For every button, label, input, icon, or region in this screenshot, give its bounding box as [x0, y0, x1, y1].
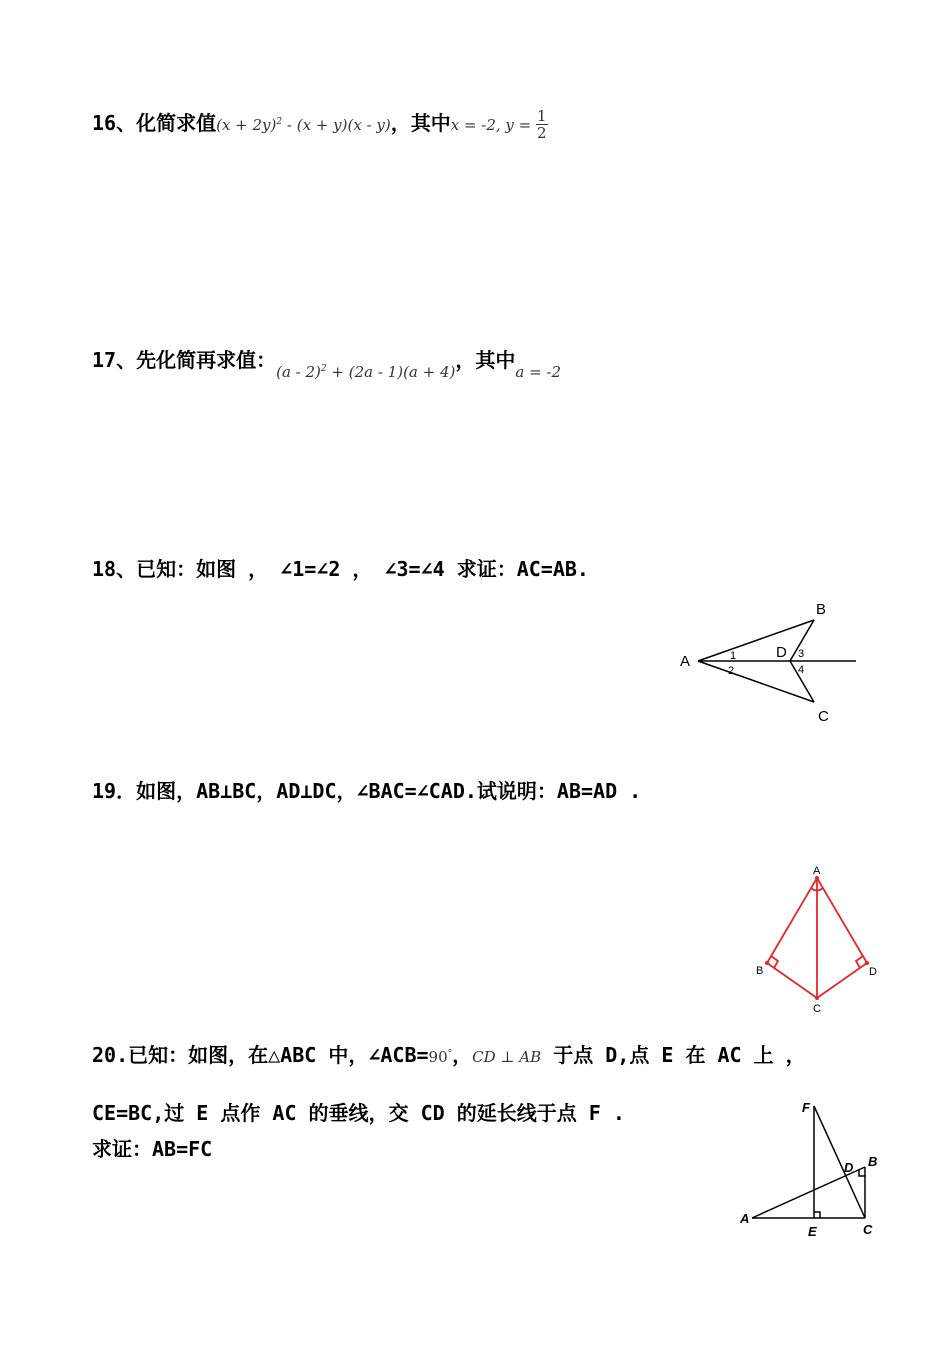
- q16-text: 化简求值: [136, 111, 217, 135]
- q20-text-1a: 已知：如图，在△ABC 中，∠ACB=: [128, 1043, 429, 1067]
- q17-suffix: ，其中: [455, 348, 516, 372]
- q20-label-b: B: [868, 1154, 878, 1169]
- question-18: [92, 556, 589, 582]
- q20-label-f: F: [802, 1100, 810, 1115]
- q18-angle-4: 4: [798, 664, 805, 676]
- question-20-line-1: [92, 1041, 806, 1070]
- q18-line-ab: [698, 620, 814, 661]
- q20-label-e: E: [808, 1224, 817, 1239]
- q20-figure: [730, 1090, 890, 1250]
- q16-number: 16、: [92, 111, 137, 135]
- q18-label-c: C: [818, 708, 829, 725]
- question-17: [92, 346, 562, 381]
- q20-label-d: D: [844, 1160, 854, 1175]
- q19-label-d: D: [869, 966, 877, 978]
- q20-label-c: C: [863, 1222, 873, 1237]
- q17-number: 17、: [92, 348, 137, 372]
- q18-angle-3: 3: [798, 648, 805, 660]
- q18-angle-2: 2: [728, 665, 735, 677]
- q16-expr: $(x + 2y)^2 - (x + y)(x - y)$: [216, 116, 391, 134]
- question-16: [92, 108, 548, 141]
- q19-label-b: B: [756, 965, 764, 977]
- q20-text-1b: ，: [452, 1043, 473, 1067]
- q18-line-ac: [698, 661, 814, 702]
- q20-line-fc: [814, 1106, 865, 1218]
- q20-perp: CD ⊥ AB: [472, 1048, 542, 1066]
- question-19: [92, 778, 641, 804]
- q16-condition: x = -2, y =: [450, 116, 537, 134]
- q19-number: 19．: [92, 779, 137, 803]
- q18-label-a: A: [680, 653, 691, 670]
- q19-label-a: A: [813, 865, 821, 877]
- q20-right-angle-c: [859, 1170, 865, 1176]
- q19-figure: [750, 860, 890, 1020]
- q17-text: 先化简再求值：: [136, 348, 277, 372]
- q18-text: 已知：如图 ， ∠1=∠2 ， ∠3=∠4 求证：AC=AB.: [136, 557, 589, 581]
- q18-label-b: B: [816, 601, 827, 618]
- q20-right-angle-e: [814, 1212, 820, 1218]
- q18-label-d: D: [776, 644, 787, 661]
- q17-expr: (a - 2)2 + (2a - 1)(a + 4): [276, 363, 456, 381]
- q18-number: 18、: [92, 557, 137, 581]
- q20-label-a: A: [740, 1211, 750, 1226]
- q19-line-ad: [817, 878, 867, 963]
- q20-number: 20.: [92, 1043, 129, 1067]
- q17-condition: a = -2: [515, 363, 562, 381]
- q18-angle-1: 1: [730, 650, 737, 662]
- question-20-line-3: 求证：AB=FC: [92, 1137, 213, 1161]
- question-20-line-2: CE=BC,过 E 点作 AC 的垂线，交 CD 的延长线于点 F .: [92, 1101, 625, 1125]
- q19-label-c: C: [813, 1003, 821, 1015]
- q18-figure: [670, 595, 870, 730]
- q16-fraction: $\frac{1}{2}$: [537, 107, 547, 142]
- q19-line-ab: [767, 878, 817, 963]
- q20-angle-value: 90°: [428, 1048, 453, 1066]
- q19-text: 如图，AB⊥BC，AD⊥DC，∠BAC=∠CAD.试说明：AB=AD .: [136, 779, 642, 803]
- q16-suffix: ，其中: [390, 111, 451, 135]
- q20-text-1c: 于点 D,点 E 在 AC 上 ，: [541, 1043, 806, 1067]
